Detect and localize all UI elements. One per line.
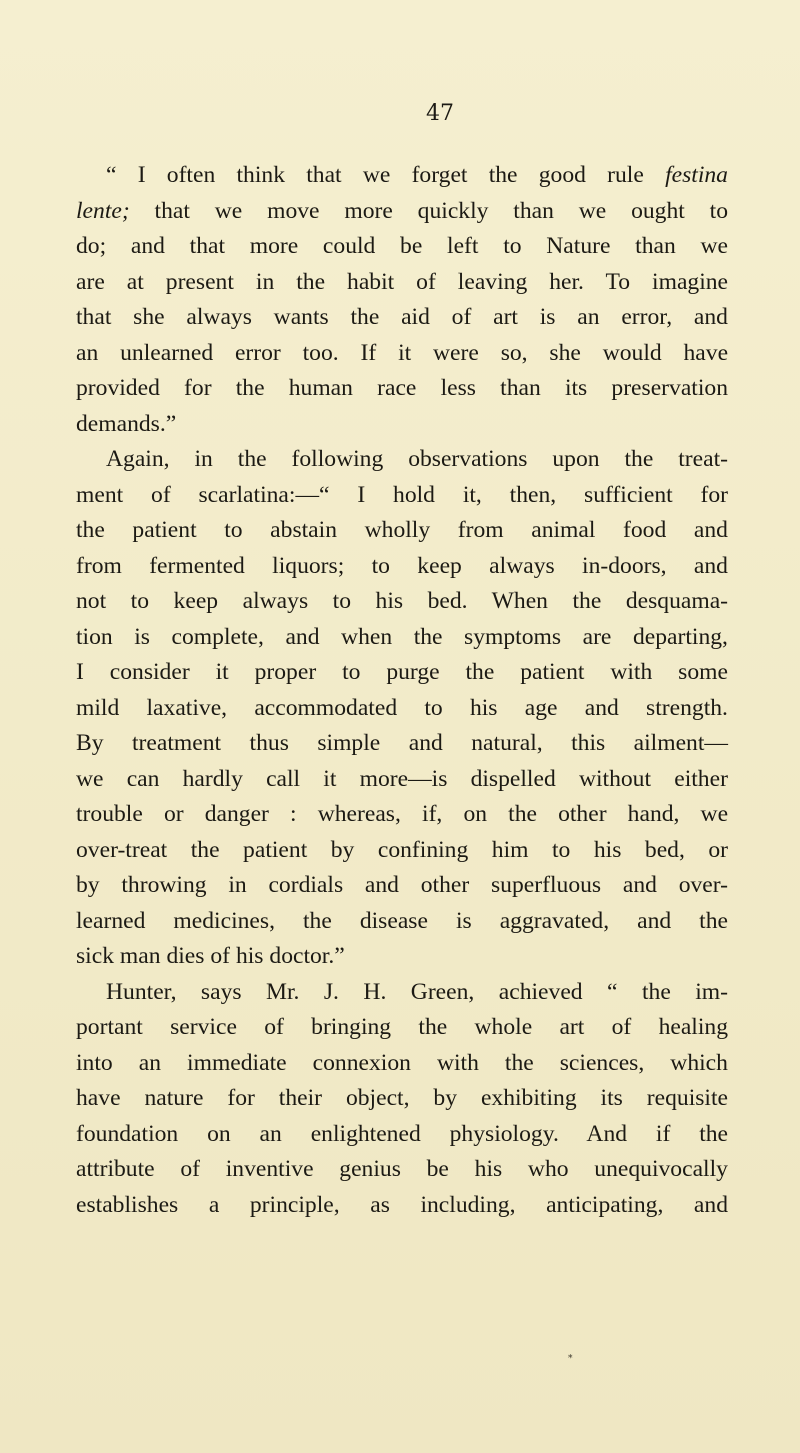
text-line: “ I often think that we forget the good rule festina <box>106 162 728 188</box>
text-line: Again, in the following observations upon the treat- <box>106 446 729 472</box>
body-text <box>76 158 728 1223</box>
text-line: from fermented liquors; to keep always in-doors, and <box>76 552 728 579</box>
text-line: lente; that we move more quickly than we ought to <box>76 197 729 224</box>
text-line: trouble or danger : whereas, if, on the other hand, we <box>76 801 729 827</box>
text-line: foundation on an enlightened physiology. And if the <box>76 1120 729 1147</box>
text-line: By treatment thus simple and natural, this ailment— <box>76 730 729 756</box>
text-line: provided for the human race less than its preservation <box>76 375 729 401</box>
text-line: sick man dies of his doctor.” <box>76 943 345 969</box>
text-line: have nature for their object, by exhibiting its requisite <box>76 1085 729 1111</box>
text-line: we can hardly call it more—is dispelled without either <box>76 765 728 792</box>
text-line: mild laxative, accommodated to his age and strength. <box>76 694 728 721</box>
italic-term: festina <box>665 162 728 188</box>
printer-mark: * <box>568 1354 573 1364</box>
text-line: portant service of bringing the whole art of healing <box>76 1014 729 1040</box>
text-line: establishes a principle, as including, anticipating, and <box>76 1191 728 1218</box>
text-line: by throwing in cordials and other superfluous and over- <box>76 872 729 898</box>
text-line: do; and that more could be left to Nature than we <box>76 233 728 259</box>
text-line: tion is complete, and when the symptoms are departing, <box>76 623 728 650</box>
text-line: ment of scarlatina:—“ I hold it, then, sufficient for <box>76 481 729 508</box>
text-line: the patient to abstain wholly from animal food and <box>76 517 728 543</box>
text-line: attribute of inventive genius be his who unequivocally <box>76 1156 728 1182</box>
text-line: over-treat the patient by confining him to his bed, or <box>76 836 729 863</box>
text-line: are at present in the habit of leaving her. To imagine <box>76 268 729 295</box>
text-line: an unlearned error too. If it were so, she would have <box>76 339 729 366</box>
text-line: that she always wants the aid of art is an error, and <box>76 304 728 330</box>
page-number: 47 <box>426 101 454 126</box>
text-line: I consider it proper to purge the patient with some <box>76 659 728 685</box>
italic-term: lente; <box>76 197 130 224</box>
text-line: not to keep always to his bed. When the desquama- <box>76 588 729 614</box>
text-line: demands.” <box>76 410 177 437</box>
text-line: Hunter, says Mr. J. H. Green, achieved “ the im- <box>106 978 728 1005</box>
text-line: into an immediate connexion with the sciences, which <box>76 1049 728 1076</box>
text-line: learned medicines, the disease is aggravated, and the <box>76 907 728 934</box>
